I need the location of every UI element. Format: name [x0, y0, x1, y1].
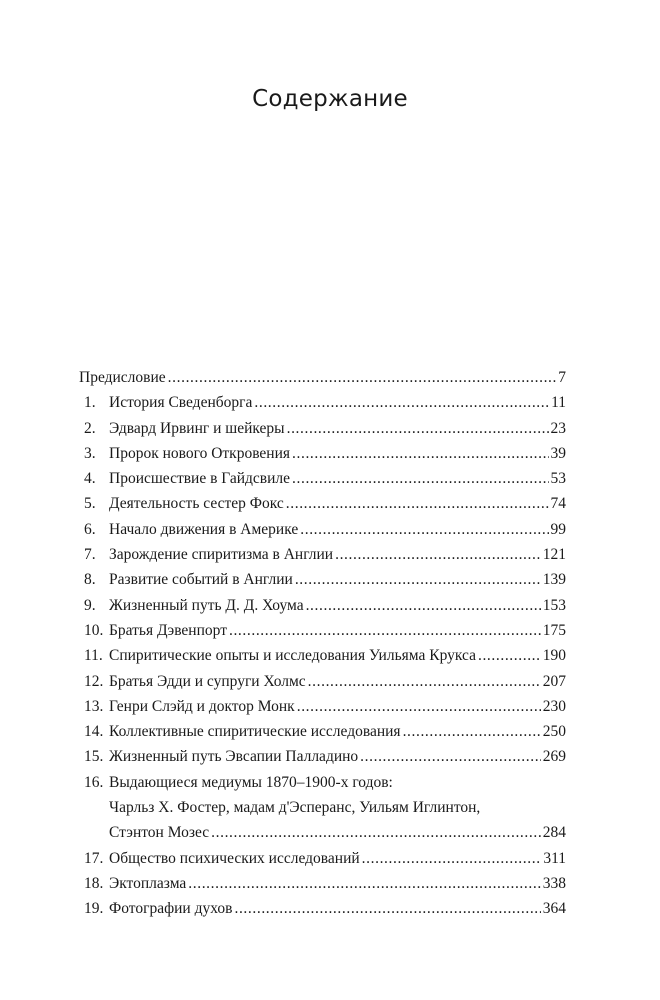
toc-entry-title: Жизненный путь Д. Д. Хоума	[109, 596, 304, 614]
toc-entry-page: 74	[550, 495, 566, 513]
toc-entry-title: Предисловие	[79, 369, 166, 386]
toc-entry-number: 7.	[84, 546, 96, 564]
dot-leader	[335, 542, 541, 567]
toc-entry-number: 16.	[84, 773, 104, 791]
toc-entry-number: 10.	[84, 621, 104, 639]
toc-entry[interactable]	[79, 466, 566, 491]
toc-entry-page: 153	[542, 596, 566, 614]
toc-entry-title-continued: Чарльз Х. Фостер, мадам д'Эсперанс, Уильям Иглинтон,	[109, 799, 481, 817]
dot-leader	[308, 669, 541, 694]
toc-entry-title: Фотографии духов	[109, 900, 233, 918]
toc-entry-title-continued: Стэнтон Мозес	[109, 824, 210, 842]
toc-entry-page: 250	[542, 723, 566, 741]
toc-entry-page: 39	[550, 444, 566, 462]
toc-entry-16-line-3[interactable]	[79, 820, 566, 845]
dot-leader	[295, 567, 541, 592]
dot-leader	[287, 416, 549, 441]
dot-leader	[360, 744, 541, 769]
toc-entry-page: 11	[551, 394, 566, 412]
toc-entry[interactable]	[79, 517, 566, 542]
toc-entry-page: 230	[542, 697, 566, 715]
toc-entry-title: Братья Эдди и супруги Холмс	[109, 672, 306, 690]
toc-entry[interactable]	[79, 441, 566, 466]
dot-leader	[362, 846, 542, 871]
toc-entry-page: 175	[542, 621, 566, 639]
toc-entry-number: 13.	[84, 697, 104, 715]
toc-entry-preface[interactable]	[79, 365, 566, 390]
toc-entry-number: 1.	[84, 394, 96, 412]
toc-entry[interactable]	[79, 871, 566, 896]
dot-leader	[306, 593, 541, 618]
toc-entry-title: Развитие событий в Англии	[109, 571, 293, 589]
toc-entry-number: 19.	[84, 900, 104, 918]
toc-entry[interactable]	[79, 390, 566, 415]
toc-entry-title: Эктоплазма	[109, 874, 187, 892]
toc-entry-number: 3.	[84, 444, 96, 462]
toc-entry-number: 6.	[84, 520, 96, 538]
toc-entry-title: Выдающиеся медиумы 1870–1900-х годов:	[109, 773, 393, 791]
toc-entry-number: 18.	[84, 874, 104, 892]
toc-entry-page: 364	[542, 900, 566, 918]
toc-entry[interactable]	[79, 416, 566, 441]
dot-leader	[292, 466, 548, 491]
toc-entry-title: Деятельность сестер Фокс	[109, 495, 284, 513]
toc-entry-title: Начало движения в Америке	[109, 520, 299, 538]
toc-entry[interactable]	[79, 669, 566, 694]
toc-entry-page: 139	[542, 571, 566, 589]
toc-entry-number: 11.	[84, 647, 103, 665]
toc-entry-page: 7	[558, 369, 566, 386]
toc-entry-number: 5.	[84, 495, 96, 513]
toc-entry-number: 15.	[84, 748, 104, 766]
toc-entry[interactable]	[79, 896, 566, 921]
toc-entry-title: Пророк нового Откровения	[109, 444, 291, 462]
toc-entry[interactable]	[79, 542, 566, 567]
toc-entry-number: 9.	[84, 596, 96, 614]
toc-entry[interactable]	[79, 846, 566, 871]
dot-leader	[286, 491, 549, 516]
toc-entry-16-line-1[interactable]	[79, 770, 566, 795]
toc-entry[interactable]	[79, 694, 566, 719]
toc-entry-number: 12.	[84, 672, 104, 690]
toc-entry-page: 53	[550, 470, 566, 488]
toc-entry-page: 23	[550, 419, 566, 437]
toc-entry-title: Зарождение спиритизма в Англии	[109, 546, 334, 564]
toc-entry-page: 311	[543, 849, 566, 867]
toc-entry[interactable]	[79, 618, 566, 643]
toc-entry-page: 338	[542, 874, 566, 892]
toc-entry-title: Коллективные спиритические исследования	[109, 723, 401, 741]
toc-entry[interactable]	[79, 593, 566, 618]
toc-entry-title: Жизненный путь Эвсапии Палладино	[109, 748, 359, 766]
toc-entry[interactable]	[79, 744, 566, 769]
toc-entry-16-line-2	[79, 795, 566, 820]
dot-leader	[254, 390, 549, 415]
toc-entry-page: 284	[542, 824, 566, 842]
toc-entry-title: Генри Слэйд и доктор Монк	[109, 697, 295, 715]
toc-entry-page: 121	[542, 546, 566, 564]
toc-entry-number: 17.	[84, 849, 104, 867]
dot-leader	[211, 820, 541, 845]
dot-leader	[234, 896, 540, 921]
dot-leader	[403, 719, 541, 744]
toc-entry-title: Братья Дэвенпорт	[109, 621, 227, 639]
dot-leader	[188, 871, 540, 896]
dot-leader	[297, 694, 541, 719]
toc-entry-number: 4.	[84, 470, 96, 488]
dot-leader	[229, 618, 541, 643]
toc-entry[interactable]	[79, 491, 566, 516]
toc-entry-number: 8.	[84, 571, 96, 589]
table-of-contents	[79, 365, 566, 922]
toc-entry[interactable]	[79, 643, 566, 668]
toc-entry-title: Эдвард Ирвинг и шейкеры	[109, 419, 285, 437]
dot-leader	[300, 517, 548, 542]
toc-entry-title: Общество психических исследований	[109, 849, 360, 867]
toc-entry-title: История Сведенборга	[109, 394, 253, 412]
dot-leader	[168, 365, 557, 390]
toc-entry-title: Происшествие в Гайдсвиле	[109, 470, 291, 488]
toc-entry-page: 207	[542, 672, 566, 690]
toc-entry-page: 190	[542, 647, 566, 665]
toc-entry-page: 269	[542, 748, 566, 766]
toc-entry-number: 2.	[84, 419, 96, 437]
toc-entry[interactable]	[79, 567, 566, 592]
dot-leader	[292, 441, 548, 466]
dot-leader	[478, 643, 541, 668]
toc-entry[interactable]	[79, 719, 566, 744]
toc-entry-page: 99	[550, 520, 566, 538]
toc-entry-number: 14.	[84, 723, 104, 741]
toc-entry-title: Спиритические опыты и исследования Уильяма Крукса	[109, 647, 476, 665]
page-title: Содержание	[252, 86, 408, 112]
